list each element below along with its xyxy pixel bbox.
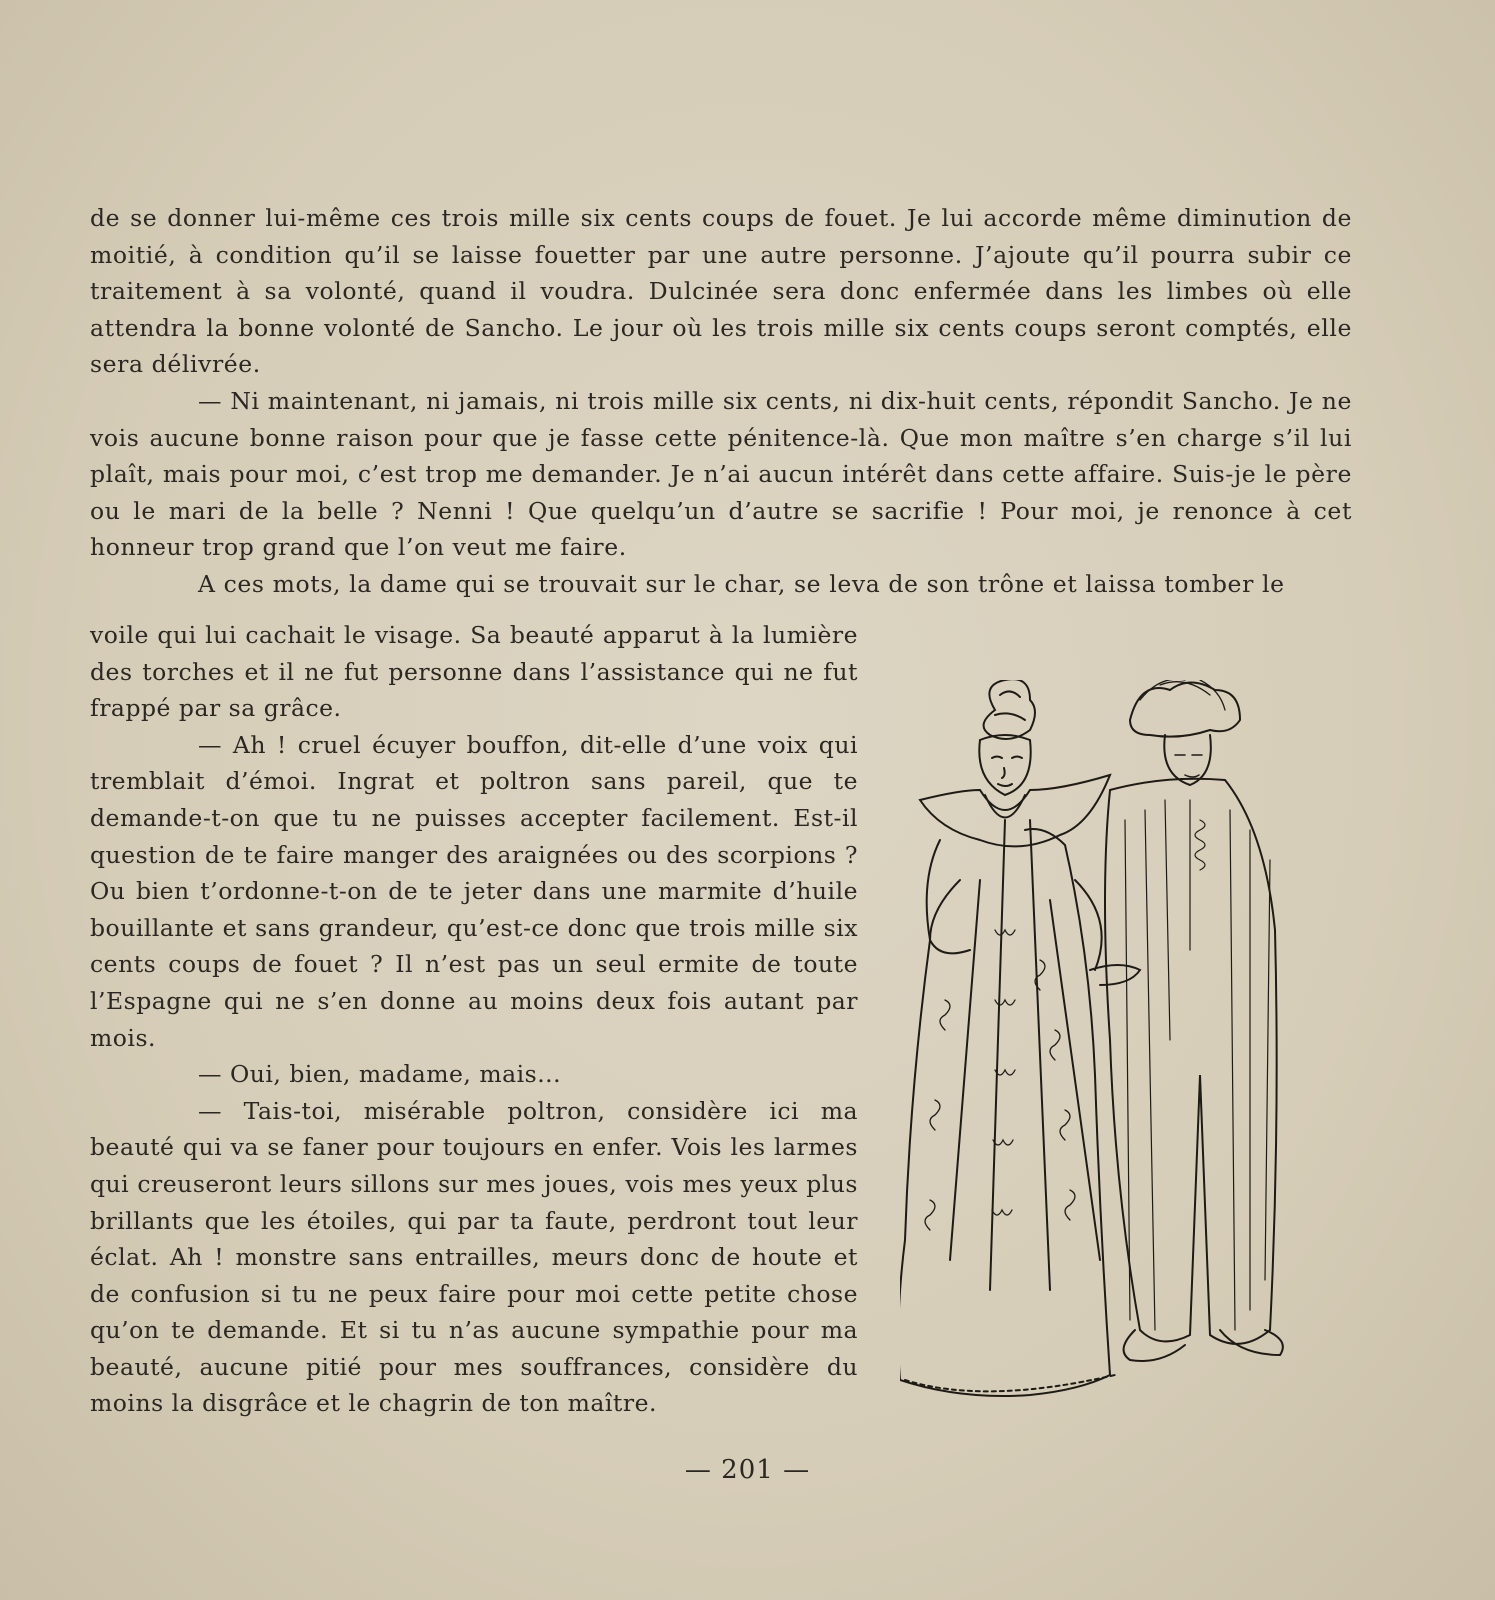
paragraph-1: de se donner lui-même ces trois mille six cents coups de fouet. Je lui accorde même diminution de moitié, à condition qu’il se laisse fouetter par une autre personne. J’ajoute qu’il pourra subir ce traitement à sa volonté, quand il voudra. Dulcinée sera donc enfermée dans les limbes où elle attendra la bonne volonté de Sancho. Le jour où les trois mille six cents coups seront comptés, elle sera délivrée. (90, 204, 1352, 379)
paragraph-2: — Ni maintenant, ni jamais, ni trois mille six cents, ni dix-huit cents, répondit Sancho. Je ne vois aucune bonne raison pour que je fasse cette pénitence-là. Que mon maître s’en charge s’il lui plaît, mais pour moi, c’est trop me demander. Je n’ai aucun intérêt dans cette affaire. Suis-je le père ou le mari de la belle ? Nenni ! Que quelqu’un d’autre se sacrifie ! Pour moi, je renonce à cet honneur trop grand que l’on veut me faire. (90, 386, 1352, 562)
figure-cloak (1105, 779, 1277, 1344)
text-wrapped-column (90, 617, 858, 1422)
paragraph-7: — Tais-toi, misérable poltron, considère ici ma beauté qui va se faner pour toujours en enfer. Vois les larmes qui creuseront leurs sillons sur mes joues, vois mes yeux plus brillants que les étoiles, qui par ta faute, perdront tout leur éclat. Ah ! monstre sans entrailles, meurs donc de houte et de confusion si tu ne peux faire pour moi cette petite chose qu’on te demande. Et si tu n’as aucune sympathie pour ma beauté, aucune pitié pour mes souffrances, considère du moins la disgrâce et le chagrin de ton maître. (90, 1096, 858, 1418)
paragraph-6: — Oui, bien, madame, mais... (198, 1060, 562, 1089)
page-number: — 201 — (684, 1455, 811, 1485)
paragraph-4: voile qui lui cachait le visage. Sa beauté apparut à la lumière des torches et il ne fut personne dans l’assistance qui ne fut frappé par sa grâce. (90, 621, 858, 723)
paragraph-5: — Ah ! cruel écuyer bouffon, dit-elle d’une voix qui tremblait d’émoi. Ingrat et poltron sans pareil, que te demande-t-on que tu ne puisses accepter facilement. Est-il question de te faire manger des araignées ou des scorpions ? Ou bien t’ordonne-t-on de te jeter dans une marmite d’huile bouillante et sans grandeur, qu’est-ce donc que trois mille six cents coups de fouet ? Il n’est pas un seul ermite de toute l’Espagne qui ne s’en donne au moins deux fois autant par mois. (90, 730, 858, 1052)
paragraph-3: A ces mots, la dame qui se trouvait sur le char, se leva de son trône et laissa tomber le (198, 569, 1285, 598)
figure-hat (1130, 683, 1240, 737)
lady-hair (984, 680, 1035, 739)
text-full-width (90, 200, 1352, 603)
lady-gown (900, 829, 1110, 1396)
illustration-lady-and-figure (900, 680, 1320, 1410)
